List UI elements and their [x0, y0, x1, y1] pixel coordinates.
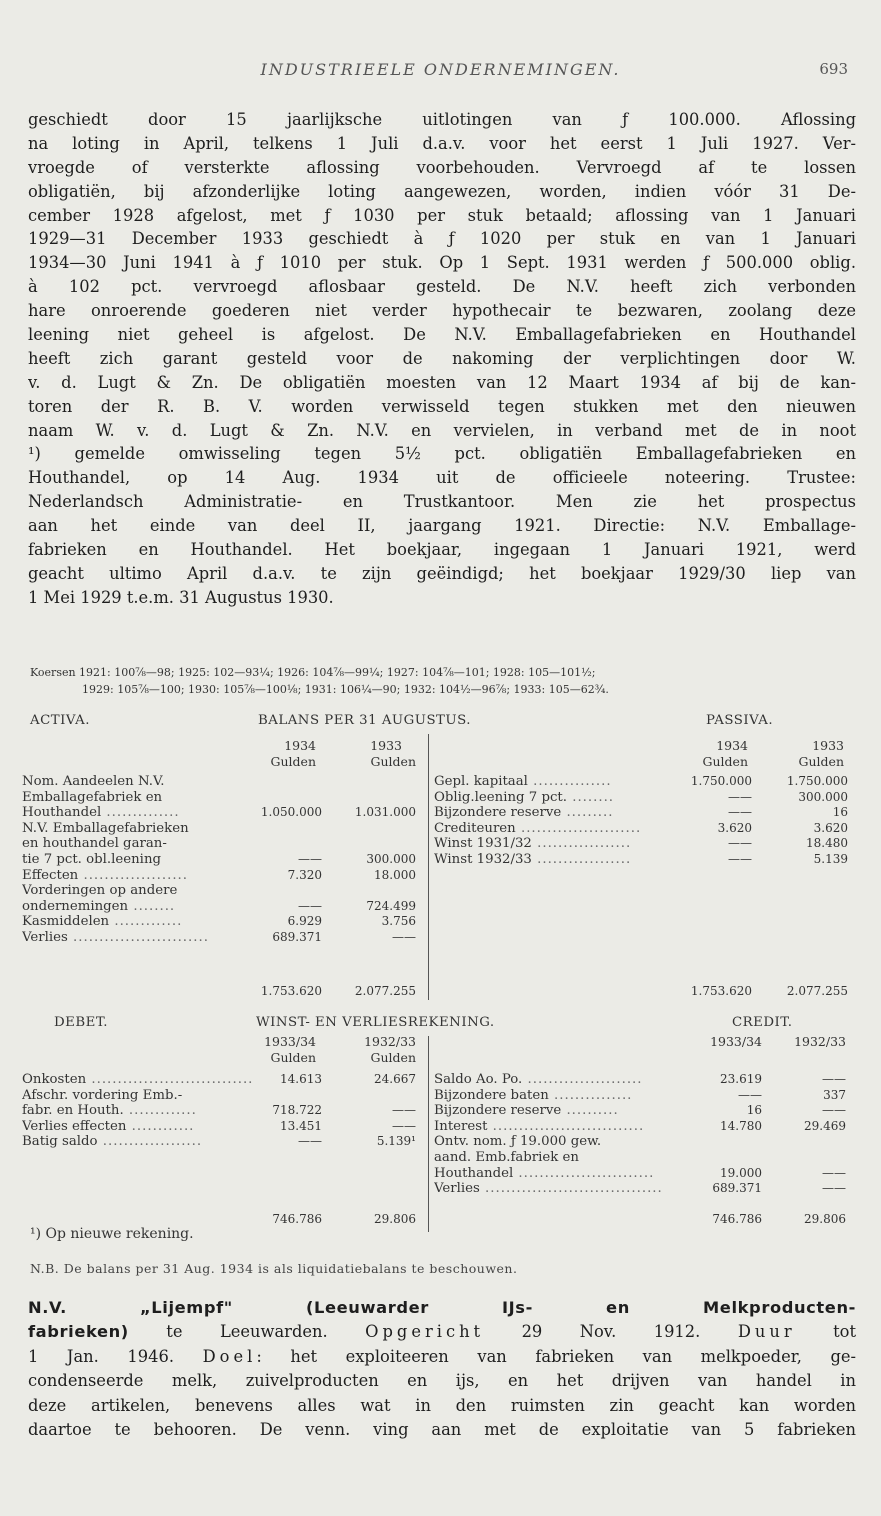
leader-dots: .................. — [531, 836, 632, 852]
leader-dots: ............... — [527, 774, 612, 789]
row-label-text: aand. Emb.fabriek en — [434, 1150, 579, 1165]
leader-dots: ............................. — [487, 1118, 645, 1134]
passiva-row-value: 16 — [832, 805, 848, 820]
body-paragraph — [28, 108, 856, 610]
col-unit: Gulden — [270, 1050, 316, 1065]
row-label-text: Interest — [434, 1118, 488, 1134]
koersen-line: Koersen 1921: 100⅞—98; 1925: 102—93¼; 1926: 104⅞—99¼; 1927: 104⅞—101; 1928: 105—101½; — [30, 666, 596, 679]
credit-row-label — [434, 1088, 684, 1103]
company-line: deze artikelen, benevens alles wat in den ruimsten zin geacht kan worden — [28, 1395, 856, 1415]
passiva-row-label — [434, 852, 684, 867]
credit-row-value: 23.619 — [720, 1072, 762, 1086]
activa-row-value: 689.371 — [272, 930, 322, 944]
debet-row-value: 14.613 — [280, 1072, 322, 1086]
running-header — [0, 60, 881, 88]
activa-row-label — [22, 836, 258, 851]
row-label-text: fabr. en Houth. — [22, 1103, 124, 1119]
activa-row-value: 6.929 — [287, 914, 322, 929]
leader-dots: .......... — [561, 1103, 619, 1119]
activa-row-value: 724.499 — [366, 898, 416, 913]
activa-row-value: 18.000 — [374, 867, 416, 882]
leader-dots: ............... — [548, 1087, 633, 1103]
debet-row-value: 5.139¹ — [376, 1134, 416, 1149]
col-year-1934: 1934 — [284, 738, 316, 753]
leader-dots: ................... — [97, 1134, 203, 1150]
credit-row-label — [434, 1166, 684, 1181]
doel-text: : het exploiteeren van fabrieken van melkpoeder, ge- — [256, 1346, 856, 1366]
leader-dots: ............. — [109, 914, 183, 930]
duur-label: Duur — [737, 1322, 796, 1342]
debet-row-label — [22, 1088, 258, 1103]
paragraph-line: leening niet geheel is afgelost. De N.V. Emballagefabrieken en Houthandel — [28, 325, 856, 345]
credit-row-value: 29.469 — [804, 1118, 846, 1133]
col-year-1933: 1933 — [812, 738, 844, 753]
row-label-text: Houthandel — [434, 1165, 514, 1181]
paragraph-line: à 102 pct. vervroegd aflosbaar gesteld. De N.V. heeft zich verbonden — [28, 277, 856, 297]
paragraph-line: naam W. v. d. Lugt & Zn. N.V. en vervielen, in verband met de in noot — [28, 420, 856, 440]
passiva-row-value: 3.620 — [813, 820, 848, 835]
activa-row-label — [22, 899, 258, 914]
paragraph-line: toren der R. B. V. worden verwisseld tegen stukken met den nieuwen — [28, 396, 856, 416]
row-label-text: Afschr. vordering Emb.- — [22, 1087, 183, 1103]
activa-row-label — [22, 930, 258, 945]
debet-row-label — [22, 1072, 258, 1087]
activa-row-label — [22, 852, 258, 867]
credit-row-label — [434, 1181, 684, 1196]
paragraph-line: cember 1928 afgelost, met ƒ 1030 per stuk betaald; aflossing van 1 Januari — [28, 205, 856, 225]
activa-row-value: 7.320 — [287, 867, 322, 882]
duur-end: 1 Jan. 1946. — [28, 1346, 203, 1366]
activa-row-value: —— — [392, 930, 416, 944]
passiva-row-value: —— — [728, 789, 752, 804]
page-number: 693 — [819, 60, 848, 78]
activa-row-value: 1.031.000 — [354, 805, 416, 820]
leader-dots: .................. — [531, 852, 632, 867]
debet-row-value: 718.722 — [272, 1103, 322, 1118]
passiva-row-value: 300.000 — [798, 789, 848, 804]
debet-row-value: 13.451 — [280, 1118, 322, 1133]
row-label-text: Crediteuren — [434, 820, 516, 836]
activa-row-label — [22, 868, 258, 883]
duur-value: tot — [795, 1322, 856, 1342]
nb-note: N.B. De balans per 31 Aug. 1934 is als liquidatiebalans te beschouwen. — [30, 1261, 518, 1276]
paragraph-line: na loting in April, telkens 1 Juli d.a.v. voor het eerst 1 Juli 1927. Ver- — [28, 133, 856, 153]
row-label-text: Vorderingen op andere — [22, 883, 178, 899]
credit-row-value: 337 — [823, 1087, 846, 1102]
col-year-2: 1932/33 — [794, 1034, 846, 1049]
leader-dots: ............................... — [86, 1072, 254, 1087]
row-label-text: Verlies effecten — [22, 1118, 127, 1134]
credit-row-label — [434, 1150, 684, 1165]
passiva-row-label — [434, 790, 684, 805]
paragraph-line: vroegde of versterkte aflossing voorbehouden. Vervroegd af te lossen — [28, 157, 856, 177]
credit-row-value: 689.371 — [712, 1181, 762, 1196]
paragraph-line: ¹) gemelde omwisseling tegen 5½ pct. obligatiën Emballagefabrieken en — [28, 444, 856, 464]
paragraph-line: aan het einde van deel II, jaargang 1921. Directie: N.V. Emballage- — [28, 516, 856, 536]
activa-row-value: 300.000 — [366, 852, 416, 866]
paragraph-line: geacht ultimo April d.a.v. te zijn geëindigd; het boekjaar 1929/30 liep van — [28, 563, 856, 583]
paragraph-line: hare onroerende goederen niet verder hypothecair te bezwaren, zoolang deze — [28, 301, 856, 321]
debet-row-label — [22, 1103, 258, 1118]
credit-total-1: 746.786 — [712, 1212, 762, 1226]
row-label-text: N.V. Emballagefabrieken — [22, 820, 189, 836]
paragraph-line: obligatiën, bij afzonderlijke loting aangewezen, worden, indien vóór 31 De- — [28, 181, 856, 201]
profit-loss-account — [22, 1014, 858, 1234]
leader-dots: ....................... — [515, 820, 642, 836]
leader-dots: .......................... — [67, 930, 209, 945]
credit-row-value: —— — [822, 1181, 846, 1196]
company-line — [28, 1296, 856, 1320]
credit-row-value: —— — [738, 1087, 762, 1102]
debet-row-value: —— — [392, 1118, 416, 1133]
credit-total-2: 29.806 — [804, 1212, 846, 1226]
passiva-row-value: 1.750.000 — [690, 774, 752, 788]
balance-sheet — [22, 712, 858, 1002]
balance-title: BALANS PER 31 AUGUSTUS. — [258, 713, 471, 728]
debet-row-label — [22, 1134, 258, 1149]
paragraph-line: Nederlandsch Administratie- en Trustkantoor. Men zie het prospectus — [28, 492, 856, 512]
doel-label: Doel — [202, 1346, 257, 1366]
passiva-row-value: 1.750.000 — [786, 774, 848, 788]
leader-dots: ...................... — [522, 1072, 643, 1087]
activa-row-value: —— — [298, 852, 322, 866]
koersen-line: 1929: 105⅞—100; 1930: 105⅞—100⅛; 1931: 106¼—90; 1932: 104½—96⅞; 1933: 105—62¾. — [82, 683, 609, 696]
company-entry — [28, 1296, 856, 1442]
credit-row-value: 16 — [746, 1103, 762, 1118]
opgericht-label: Opgericht — [365, 1322, 485, 1342]
credit-caption: CREDIT. — [732, 1015, 793, 1030]
debet-row-value: —— — [392, 1103, 416, 1118]
company-location: te Leeuwarden. — [128, 1322, 366, 1342]
activa-row-value: 3.756 — [381, 914, 416, 929]
passiva-row-label — [434, 774, 684, 789]
leader-dots: .................... — [78, 867, 189, 883]
paragraph-line: 1934—30 Juni 1941 à ƒ 1010 per stuk. Op 1 Sept. 1931 werden ƒ 500.000 oblig. — [28, 253, 856, 273]
passiva-row-value: 18.480 — [806, 836, 848, 851]
activa-row-label — [22, 914, 258, 929]
col-year-2: 1932/33 — [364, 1034, 416, 1049]
row-label-text: Winst 1932/33 — [434, 852, 532, 867]
activa-caption: ACTIVA. — [30, 713, 90, 728]
leader-dots: .............. — [101, 805, 180, 821]
activa-row-label — [22, 805, 258, 820]
leader-dots: ......... — [561, 805, 614, 821]
profit-loss-title: WINST- EN VERLIESREKENING. — [256, 1015, 495, 1030]
row-label-text: Oblig.leening 7 pct. — [434, 789, 567, 805]
row-label-text: Verlies — [22, 930, 68, 945]
passiva-row-label — [434, 805, 684, 820]
leader-dots: ............. — [123, 1103, 197, 1119]
paragraph-line: fabrieken en Houthandel. Het boekjaar, ingegaan 1 Januari 1921, werd — [28, 540, 856, 560]
debet-row-label — [22, 1119, 258, 1134]
passiva-row-label — [434, 821, 684, 836]
row-label-text: Winst 1931/32 — [434, 836, 532, 852]
col-unit: Gulden — [798, 754, 844, 769]
credit-row-value: —— — [822, 1103, 846, 1118]
running-title: INDUSTRIEELE ONDERNEMINGEN. — [260, 60, 621, 79]
passiva-row-value: —— — [728, 805, 752, 820]
leader-dots: ........ — [128, 898, 176, 914]
credit-row-label — [434, 1119, 684, 1134]
passiva-total-1933: 2.077.255 — [786, 984, 848, 998]
activa-row-label — [22, 883, 258, 898]
col-unit: Gulden — [270, 754, 316, 769]
leader-dots: ........ — [566, 789, 615, 805]
credit-row-value: 14.780 — [720, 1118, 762, 1133]
row-label-text: Onkosten — [22, 1072, 87, 1087]
paragraph-line: Houthandel, op 14 Aug. 1934 uit de officieele noteering. Trustee: — [28, 468, 856, 488]
col-year-1934: 1934 — [716, 738, 748, 753]
col-year-1: 1933/34 — [710, 1034, 762, 1049]
passiva-total-1934: 1.753.620 — [690, 984, 752, 998]
debet-total-1: 746.786 — [272, 1212, 322, 1226]
activa-row-value: —— — [298, 898, 322, 913]
col-unit: Gulden — [702, 754, 748, 769]
credit-row-label — [434, 1134, 684, 1149]
row-label-text: Kasmiddelen — [22, 914, 110, 930]
passiva-row-value: 3.620 — [717, 820, 752, 835]
credit-row-value: —— — [822, 1165, 846, 1180]
leader-dots: .......................... — [513, 1165, 655, 1181]
row-label-text: Bijzondere reserve — [434, 1103, 562, 1119]
column-divider — [428, 734, 429, 1000]
row-label-text: Nom. Aandeelen N.V. — [22, 774, 165, 789]
row-label-text: Saldo Ao. Po. — [434, 1072, 523, 1087]
footnote: ¹) Op nieuwe rekening. — [30, 1226, 194, 1242]
row-label-text: Bijzondere baten — [434, 1087, 549, 1103]
activa-total-1934: 1.753.620 — [260, 984, 322, 998]
passiva-row-value: —— — [728, 836, 752, 851]
passiva-row-label — [434, 836, 684, 851]
activa-total-1933: 2.077.255 — [354, 984, 416, 998]
paragraph-line: v. d. Lugt & Zn. De obligatiën moesten van 12 Maart 1934 af bij de kan- — [28, 372, 856, 392]
paragraph-line: geschiedt door 15 jaarlijksche uitlotingen van ƒ 100.000. Aflossing — [28, 110, 856, 129]
paragraph-line: 1 Mei 1929 t.e.m. 31 Augustus 1930. — [28, 587, 334, 607]
leader-dots: .................................. — [479, 1181, 663, 1197]
debet-row-value: —— — [298, 1134, 322, 1149]
credit-row-label — [434, 1072, 684, 1087]
company-line — [28, 1345, 856, 1369]
row-label-text: Bijzondere reserve — [434, 805, 562, 821]
paragraph-line: heeft zich garant gesteld voor de nakoming der verplichtingen door W. — [28, 348, 856, 368]
debet-total-2: 29.806 — [374, 1212, 416, 1226]
row-label-text: tie 7 pct. obl.leening — [22, 852, 162, 867]
paragraph-line: 1929—31 December 1933 geschiedt à ƒ 1020 per stuk en van 1 Januari — [28, 229, 856, 249]
credit-row-label — [434, 1103, 684, 1118]
row-label-text: Houthandel — [22, 805, 102, 821]
passiva-row-value: —— — [728, 852, 752, 866]
column-divider — [428, 1036, 429, 1232]
activa-row-label — [22, 790, 258, 805]
activa-row-label — [22, 821, 258, 836]
row-label-text: ondernemingen — [22, 898, 129, 914]
company-line: condenseerde melk, zuivelproducten en ijs, en het drijven van handel in — [28, 1371, 856, 1391]
debet-row-value: 24.667 — [374, 1072, 416, 1086]
row-label-text: Gepl. kapitaal — [434, 774, 528, 789]
passiva-row-value: 5.139 — [813, 852, 848, 866]
passiva-caption: PASSIVA. — [706, 713, 774, 728]
company-name: N.V. „Lijempf" (Leeuwarder IJs- en Melkproducten- — [28, 1298, 856, 1317]
row-label-text: Emballagefabriek en — [22, 789, 163, 805]
credit-row-value: 19.000 — [720, 1165, 762, 1180]
leader-dots: ............ — [126, 1118, 195, 1134]
company-line — [28, 1320, 856, 1344]
company-name-cont: fabrieken) — [28, 1322, 129, 1342]
row-label-text: Batig saldo — [22, 1134, 98, 1150]
col-unit: Gulden — [370, 1050, 416, 1065]
row-label-text: Ontv. nom. ƒ 19.000 gew. — [434, 1134, 602, 1150]
koersen-block — [30, 664, 850, 698]
col-year-1: 1933/34 — [264, 1034, 316, 1049]
activa-row-label — [22, 774, 258, 789]
col-year-1933: 1933 — [370, 738, 402, 753]
row-label-text: Verlies — [434, 1181, 480, 1197]
opgericht-value: 29 Nov. 1912. — [484, 1322, 738, 1342]
row-label-text: en houthandel garan- — [22, 836, 167, 852]
debet-caption: DEBET. — [54, 1015, 108, 1030]
company-line: daartoe te behooren. De venn. ving aan met de exploitatie van 5 fabrieken — [28, 1419, 856, 1439]
row-label-text: Effecten — [22, 867, 79, 883]
activa-row-value: 1.050.000 — [260, 805, 322, 820]
col-unit: Gulden — [370, 754, 416, 769]
credit-row-value: —— — [822, 1072, 846, 1086]
